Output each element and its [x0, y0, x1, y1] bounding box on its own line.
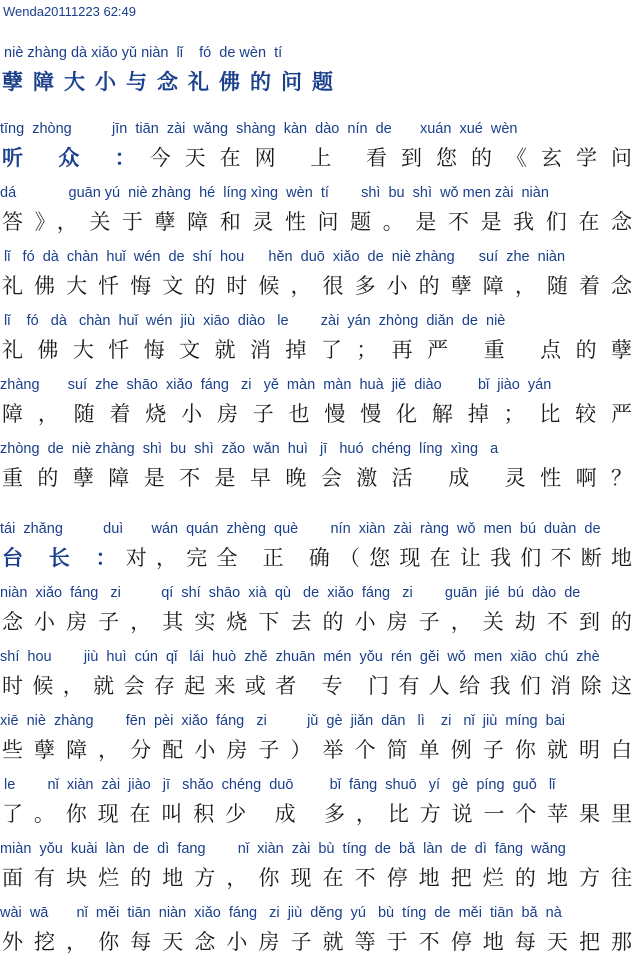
- hanzi-line: [0, 268, 636, 304]
- pinyin-line: tái zhǎng duì wán quán zhèng què nín xiàn zài ràng wǒ men bú duàn de: [0, 521, 601, 537]
- pinyin-line: xiē niè zhàng fēn pèi xiǎo fáng zi jǔ gè jiǎn dān lì zi nǐ jiù míng bai: [0, 713, 565, 729]
- hanzi-line: [0, 140, 636, 176]
- hanzi-line: [0, 396, 636, 432]
- pinyin-line: miàn yǒu kuài làn de dì fang nǐ xiàn zài bù tíng de bǎ làn de dì fāng wǎng: [0, 841, 566, 857]
- text-line: [0, 310, 636, 368]
- hanzi-text: 了。你现在叫积少 成 多，比方说一个苹果里: [2, 802, 633, 826]
- text-line: [0, 646, 636, 704]
- pinyin-line: dá guān yú niè zhàng hé líng xìng wèn tí shì bu shì wǒ men zài niàn: [0, 185, 549, 201]
- document-header: Wenda20111223 62:49: [3, 4, 137, 19]
- hanzi-text: 些孽障，分配小房子）举个简单例子你就明白: [2, 738, 633, 762]
- hanzi-text: 对，完全 正 确（您现在让我们不断地: [125, 546, 633, 570]
- text-line: [0, 118, 636, 176]
- text-line: [0, 838, 636, 896]
- hanzi-line: [0, 924, 636, 960]
- hanzi-text: 外挖，你每天念小房子就等于不停地每天把那: [2, 930, 633, 954]
- title-hanzi: 孽障大小与念礼佛的问题: [2, 70, 343, 94]
- hanzi-text: 重的孽障是不是早晚会激活 成 灵性啊？: [2, 466, 633, 490]
- text-line: [0, 774, 636, 832]
- hanzi-text: 今天在网 上 看到您的《玄学问: [149, 146, 634, 170]
- pinyin-line: zhòng de niè zhàng shì bu shì zǎo wǎn huì jī huó chéng líng xìng a: [0, 441, 499, 457]
- hanzi-line: [0, 540, 636, 576]
- hanzi-text: 答》，关于孽障和灵性问题。是不是我们在念: [2, 210, 633, 234]
- text-line: [0, 246, 636, 304]
- pinyin-line: lǐ fó dà chàn huǐ wén jiù xiāo diào le zài yán zhòng diǎn de niè: [0, 313, 506, 329]
- hanzi-line: [0, 332, 636, 368]
- pinyin-line: wài wā nǐ měi tiān niàn xiǎo fáng zi jiù děng yú bù tíng de měi tiān bǎ nà: [0, 905, 562, 921]
- speaker-label: 台 长 ：: [2, 546, 126, 570]
- hanzi-text: 礼佛大忏悔文的时候，很多小的孽障，随着念: [2, 274, 633, 298]
- text-line: [0, 438, 636, 496]
- pinyin-line: shí hou jiù huì cún qǐ lái huò zhě zhuān mén yǒu rén gěi wǒ men xiāo chú zhè: [0, 649, 600, 665]
- text-line: [0, 182, 636, 240]
- hanzi-line: [0, 732, 636, 768]
- hanzi-text: 时候，就会存起来或者 专 门有人给我们消除这: [2, 674, 633, 698]
- text-line: [0, 374, 636, 432]
- hanzi-line: [0, 204, 636, 240]
- text-line: [0, 902, 636, 960]
- pinyin-line: niàn xiǎo fáng zi qí shí shāo xià qù de xiǎo fáng zi guān jié bú dào de: [0, 585, 581, 601]
- hanzi-line: [0, 460, 636, 496]
- hanzi-text: 礼佛大忏悔文就消掉了；再严 重 点的孽: [2, 338, 633, 362]
- document-title: [0, 42, 636, 100]
- text-line: [0, 582, 636, 640]
- text-line: [0, 518, 636, 576]
- hanzi-line: [0, 860, 636, 896]
- hanzi-text: 面有块烂的地方，你现在不停地把烂的地方往: [2, 866, 633, 890]
- pinyin-line: zhàng suí zhe shāo xiǎo fáng zi yě màn màn huà jiě diào bǐ jiào yán: [0, 377, 552, 393]
- title-pinyin: niè zhàng dà xiǎo yǔ niàn lǐ fó de wèn tí: [0, 45, 283, 61]
- pinyin-line: le nǐ xiàn zài jiào jī shǎo chéng duō bǐ fāng shuō yí gè píng guǒ lǐ: [0, 777, 556, 793]
- pinyin-line: tīng zhòng jīn tiān zài wǎng shàng kàn dào nín de xuán xué wèn: [0, 121, 518, 137]
- hanzi-line: [0, 668, 636, 704]
- text-line: [0, 710, 636, 768]
- hanzi-text: 念小房子，其实烧下去的小房子，关劫不到的: [2, 610, 633, 634]
- hanzi-text: 障，随着烧小房子也慢慢化解掉；比较严: [2, 402, 633, 426]
- hanzi-line: [0, 796, 636, 832]
- speaker-label: 听 众 ：: [2, 146, 150, 170]
- pinyin-line: lǐ fó dà chàn huǐ wén de shí hou hěn duō xiǎo de niè zhàng suí zhe niàn: [0, 249, 566, 265]
- hanzi-line: [0, 604, 636, 640]
